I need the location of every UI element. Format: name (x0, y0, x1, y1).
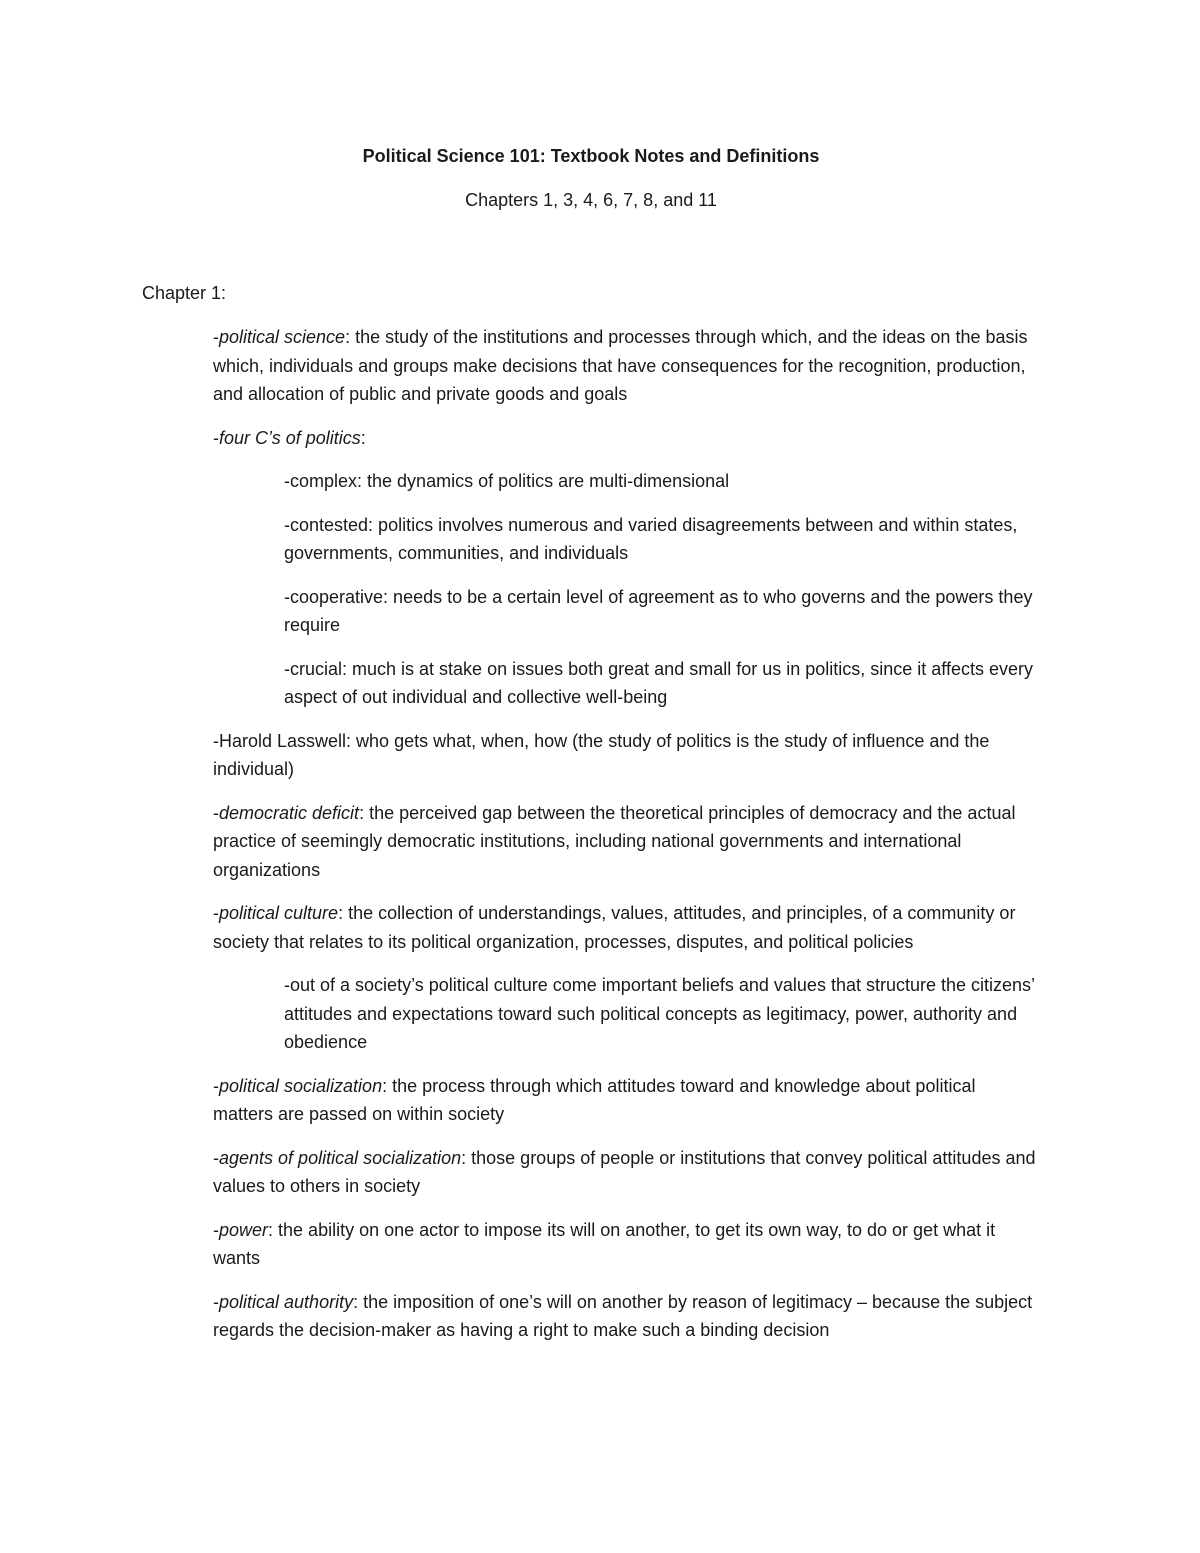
definition-entry (213, 1144, 1040, 1201)
entry-text: : (360, 427, 366, 448)
entry-text: -complex: the dynamics of politics are multi-dimensional (284, 471, 730, 491)
entry-text: -out of a society’s political culture come important beliefs and values that structure the citizens’ attitudes and expectations toward such political concepts as legitimacy, power, authority and obedience (284, 975, 1035, 1052)
document-subtitle: Chapters 1, 3, 4, 6, 7, 8, and 11 (465, 190, 717, 210)
entry-term: political authority (219, 1291, 354, 1312)
definition-entry (213, 1288, 1040, 1345)
sub-definition-entry (284, 655, 1040, 712)
definition-entry (213, 424, 1040, 453)
sub-definition-entry (284, 583, 1040, 640)
entry-term: political science (219, 327, 346, 347)
entry-text: -contested: politics involves numerous and varied disagreements between and within states, governments, communities, and individuals (284, 514, 1018, 563)
document-title: Political Science 101: Textbook Notes and Definitions (362, 146, 820, 166)
sub-definition-entry (284, 511, 1040, 568)
entry-term: agents of political socialization (219, 1147, 462, 1168)
entry-text: : the ability on one actor to impose its will on another, to get its own way, to do or get what it wants (213, 1219, 996, 1268)
entry-text: -Harold Lasswell: who gets what, when, how (the study of politics is the study of influence and the individual) (213, 730, 990, 779)
entry-dash: - (213, 802, 219, 823)
definition-entry (213, 899, 1040, 956)
entry-text: : the perceived gap between the theoretical principles of democracy and the actual practice of seemingly democratic institutions, including national governments and international organizations (213, 802, 1016, 880)
entry-term: political socialization (219, 1075, 383, 1096)
chapter-heading: Chapter 1: (142, 283, 227, 303)
entry-dash: - (213, 903, 219, 923)
entry-dash: - (213, 1291, 219, 1312)
entry-text: : the collection of understandings, values, attitudes, and principles, of a community or society that relates to its political organization, processes, disputes, and political policies (213, 903, 1016, 952)
entry-term: democratic deficit (219, 802, 360, 823)
definition-entry (213, 1216, 1040, 1273)
entry-dash: - (213, 427, 219, 448)
entry-term: four C’s of politics (219, 427, 361, 448)
entry-dash: - (213, 1075, 219, 1096)
entry-text: -cooperative: needs to be a certain level of agreement as to who governs and the powers they require (284, 586, 1033, 635)
definition-entry (213, 727, 1040, 784)
entry-dash: - (213, 1147, 219, 1168)
entry-dash: - (213, 327, 219, 347)
definition-entry (213, 323, 1040, 409)
entry-term: power (219, 1219, 269, 1240)
definition-entry (213, 799, 1040, 885)
sub-definition-entry (284, 467, 1040, 496)
entry-dash: - (213, 1219, 219, 1240)
sub-definition-entry (284, 971, 1040, 1057)
entry-term: political culture (219, 903, 339, 923)
entry-text: -crucial: much is at stake on issues both great and small for us in politics, since it affects every aspect of out individual and collective well-being (284, 658, 1033, 707)
entry-text: : the imposition of one’s will on another by reason of legitimacy – because the subject regards the decision-maker as having a right to make such a binding decision (213, 1291, 1033, 1340)
entry-text: : the process through which attitudes toward and knowledge about political matters are passed on within society (213, 1075, 976, 1124)
definition-list (142, 323, 1040, 1345)
entry-text: : those groups of people or institutions that convey political attitudes and values to others in society (213, 1147, 1036, 1196)
definition-entry (213, 1072, 1040, 1129)
entry-text: : the study of the institutions and processes through which, and the ideas on the basis which, individuals and groups make decisions that have consequences for the recognition, production, and allocation of public and private goods and goals (213, 327, 1028, 404)
